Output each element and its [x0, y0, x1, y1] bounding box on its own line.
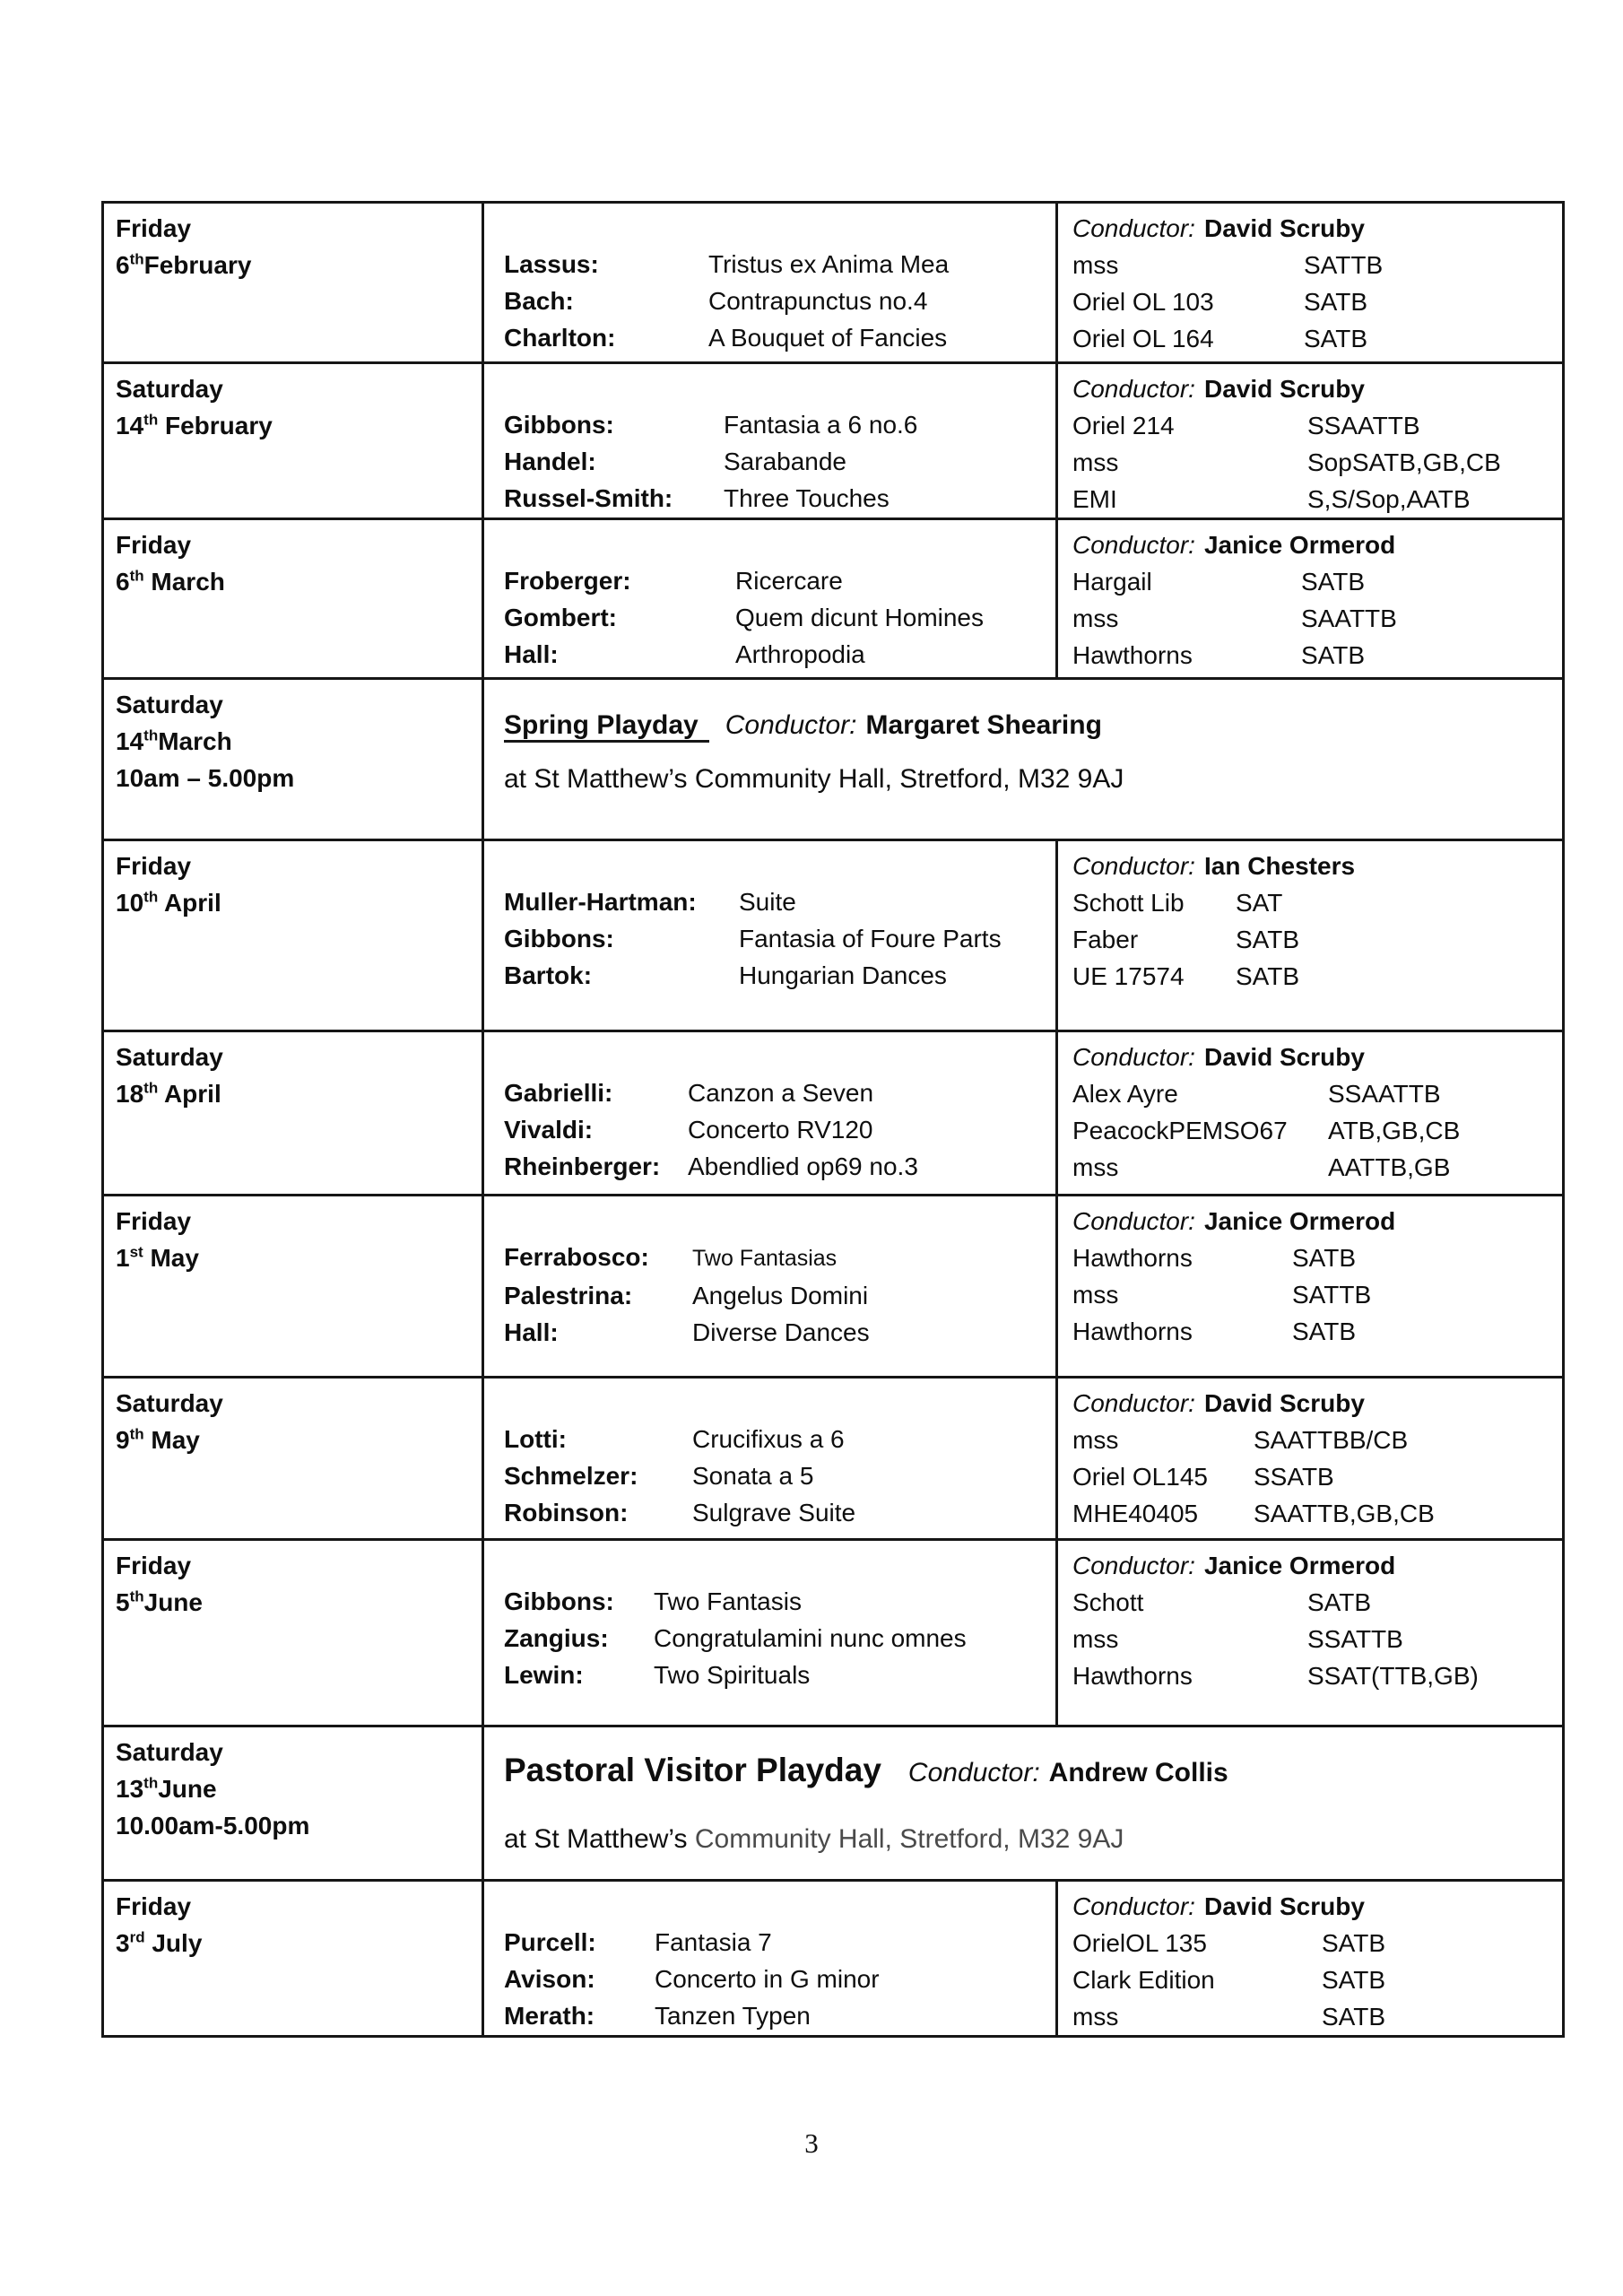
- day-label: Saturday: [116, 1738, 223, 1766]
- piece-line: [504, 1314, 1050, 1351]
- publisher-label: Faber: [1072, 926, 1139, 953]
- publisher-label: Oriel OL 103: [1072, 288, 1214, 316]
- voicing-label: SSAATTB: [1328, 1080, 1441, 1108]
- date-label: 6th March: [116, 567, 225, 596]
- composer-label: Charlton:: [504, 324, 616, 352]
- piece-line: [504, 283, 1050, 319]
- piece-line: [504, 1620, 1050, 1657]
- conductor-name: Janice Ormerod: [1203, 1552, 1396, 1579]
- publisher-label: Oriel OL 164: [1072, 325, 1214, 352]
- piece-line: [504, 1277, 1050, 1314]
- ordinal-suffix: th: [129, 1587, 144, 1605]
- conductor-name: David Scruby: [1203, 375, 1365, 403]
- piece-title: Contrapunctus no.4: [708, 287, 928, 315]
- voicing-label: SATTB: [1304, 251, 1384, 279]
- date-label: 1st May: [116, 1243, 199, 1272]
- date-label: 6thFebruary: [116, 250, 252, 279]
- composer-label: Zangius:: [504, 1624, 609, 1652]
- piece-title: Ricercare: [735, 567, 843, 595]
- playday-title: Spring Playday: [504, 710, 709, 743]
- piece-title: A Bouquet of Fancies: [708, 324, 948, 352]
- publisher-label: MHE40405: [1072, 1500, 1199, 1527]
- piece-title: Tanzen Typen: [655, 2002, 811, 2030]
- composer-label: Gombert:: [504, 604, 617, 631]
- source-line: [1072, 1458, 1557, 1495]
- conductor-line: [1072, 210, 1557, 247]
- date-label: 13thJune: [116, 1774, 217, 1803]
- source-line: [1072, 481, 1557, 517]
- voicing-label: SATB: [1304, 325, 1368, 352]
- piece-line: [504, 406, 1050, 443]
- publisher-label: Schott: [1072, 1588, 1144, 1616]
- publisher-label: Oriel 214: [1072, 412, 1175, 439]
- piece-title: Fantasia a 6 no.6: [724, 411, 918, 439]
- composer-label: Gibbons:: [504, 1587, 614, 1615]
- composer-label: Gabrielli:: [504, 1079, 613, 1107]
- date-label: 14th February: [116, 411, 273, 439]
- voicing-label: SAT: [1236, 889, 1283, 917]
- composer-label: Froberger:: [504, 567, 631, 595]
- piece-title: Arthropodia: [735, 640, 865, 668]
- piece-title: Angelus Domini: [692, 1282, 869, 1309]
- conductor-label: Conductor:: [1072, 1389, 1195, 1417]
- publisher-label: mss: [1072, 251, 1119, 279]
- day-label: Friday: [116, 852, 192, 880]
- source-line: [1072, 1239, 1557, 1276]
- piece-line: [504, 1494, 1050, 1531]
- voicing-label: SATTB: [1292, 1281, 1372, 1309]
- piece-title: Sarabande: [724, 448, 847, 475]
- piece-title: Crucifixus a 6: [692, 1425, 845, 1453]
- publisher-label: Hawthorns: [1072, 1318, 1193, 1345]
- ordinal-suffix: th: [129, 1425, 144, 1443]
- conductor-label: Conductor:: [1072, 1043, 1195, 1071]
- source-line: [1072, 1422, 1557, 1458]
- source-line: [1072, 1112, 1557, 1149]
- piece-title: Hungarian Dances: [739, 961, 947, 989]
- day-label: Friday: [116, 1552, 192, 1579]
- conductor-label: Conductor:: [1072, 1892, 1195, 1920]
- conductor-line: [1072, 1547, 1557, 1584]
- source-line: [1072, 637, 1557, 674]
- voicing-label: SSAT(TTB,GB): [1307, 1662, 1479, 1690]
- piece-title: Suite: [739, 888, 796, 916]
- piece-line: [504, 883, 1050, 920]
- schedule-table: [101, 201, 1565, 2038]
- piece-line: [504, 1239, 1050, 1277]
- composer-label: Hall:: [504, 640, 559, 668]
- composer-label: Bartok:: [504, 961, 593, 989]
- venue-prefix: at St Matthew’s: [504, 1824, 695, 1854]
- source-line: [1072, 1961, 1557, 1998]
- source-line: [1072, 1621, 1557, 1657]
- source-line: [1072, 283, 1557, 320]
- piece-line: [504, 1421, 1050, 1457]
- piece-title: Tristus ex Anima Mea: [708, 250, 950, 278]
- venue-text: at St Matthew’s Community Hall, Stretford, M32 9AJ: [504, 764, 1124, 794]
- source-line: [1072, 320, 1557, 357]
- date-label: 5thJune: [116, 1587, 203, 1616]
- conductor-line: [1072, 1039, 1557, 1075]
- piece-line: [504, 1997, 1050, 2034]
- venue-rest: Community Hall, Stretford, M32 9AJ: [694, 1824, 1124, 1854]
- piece-title: Abendlied op69 no.3: [688, 1152, 918, 1180]
- day-label: Saturday: [116, 1389, 223, 1417]
- ordinal-suffix: th: [143, 411, 159, 429]
- event-row: [104, 841, 1562, 1032]
- piece-line: [504, 480, 1050, 517]
- voicing-label: SATB: [1292, 1318, 1357, 1345]
- ordinal-suffix: th: [129, 567, 144, 585]
- source-line: [1072, 444, 1557, 481]
- conductor-name: Janice Ormerod: [1203, 531, 1396, 559]
- publisher-label: EMI: [1072, 485, 1117, 513]
- playday-title: Pastoral Visitor Playday: [504, 1752, 881, 1788]
- publisher-label: OrielOL 135: [1072, 1929, 1207, 1957]
- date-label: 9th May: [116, 1425, 200, 1454]
- piece-title: Two Fantasis: [654, 1587, 802, 1615]
- publisher-label: Hawthorns: [1072, 1662, 1193, 1690]
- composer-label: Palestrina:: [504, 1282, 633, 1309]
- source-line: [1072, 600, 1557, 637]
- source-line: [1072, 1584, 1557, 1621]
- voicing-label: SSAATTB: [1307, 412, 1420, 439]
- composer-label: Rheinberger:: [504, 1152, 661, 1180]
- time-label: 10am – 5.00pm: [116, 764, 295, 792]
- piece-line: [504, 1583, 1050, 1620]
- composer-label: Handel:: [504, 448, 596, 475]
- piece-title: Sonata a 5: [692, 1462, 814, 1490]
- voicing-label: SSATTB: [1307, 1625, 1403, 1653]
- piece-title: Two Fantasias: [692, 1246, 838, 1271]
- piece-line: [504, 1111, 1050, 1148]
- playday-heading: [504, 707, 1553, 744]
- playday-row: [104, 1727, 1562, 1882]
- voicing-label: SATB: [1301, 568, 1366, 596]
- conductor-name: Margaret Shearing: [865, 710, 1102, 740]
- conductor-line: [1072, 526, 1557, 563]
- day-label: Saturday: [116, 375, 223, 403]
- publisher-label: Schott Lib: [1072, 889, 1185, 917]
- source-line: [1072, 247, 1557, 283]
- publisher-label: Hawthorns: [1072, 641, 1193, 669]
- voicing-label: SAATTB: [1301, 604, 1397, 632]
- publisher-label: mss: [1072, 1153, 1119, 1181]
- event-row: [104, 1882, 1562, 2035]
- ordinal-suffix: th: [129, 250, 144, 268]
- venue-text: [504, 1821, 1553, 1857]
- composer-label: Gibbons:: [504, 925, 614, 952]
- event-row: [104, 204, 1562, 364]
- composer-label: Merath:: [504, 2002, 595, 2030]
- conductor-name: Janice Ormerod: [1203, 1207, 1396, 1235]
- source-line: [1072, 921, 1557, 958]
- piece-title: Canzon a Seven: [688, 1079, 874, 1107]
- publisher-label: Hargail: [1072, 568, 1152, 596]
- composer-label: Schmelzer:: [504, 1462, 638, 1490]
- time-label: 10.00am-5.00pm: [116, 1812, 310, 1839]
- composer-label: Gibbons:: [504, 411, 614, 439]
- conductor-label: Conductor:: [907, 1758, 1040, 1787]
- publisher-label: mss: [1072, 2003, 1119, 2031]
- conductor-label: Conductor:: [1072, 214, 1195, 242]
- event-row: [104, 1541, 1562, 1727]
- piece-title: Fantasia 7: [655, 1928, 772, 1956]
- day-label: Friday: [116, 1892, 192, 1920]
- conductor-label: Conductor:: [1072, 375, 1195, 403]
- composer-label: Lewin:: [504, 1661, 584, 1689]
- source-line: [1072, 1075, 1557, 1112]
- piece-title: Three Touches: [724, 484, 890, 512]
- piece-line: [504, 957, 1050, 994]
- voicing-label: AATTB,GB: [1328, 1153, 1451, 1181]
- piece-line: [504, 562, 1050, 599]
- publisher-label: mss: [1072, 1625, 1119, 1653]
- piece-line: [504, 920, 1050, 957]
- publisher-label: mss: [1072, 604, 1119, 632]
- voicing-label: SSATB: [1254, 1463, 1334, 1491]
- conductor-name: David Scruby: [1203, 1892, 1365, 1920]
- piece-line: [504, 1074, 1050, 1111]
- piece-title: Quem dicunt Homines: [735, 604, 985, 631]
- source-line: [1072, 1276, 1557, 1313]
- publisher-label: Clark Edition: [1072, 1966, 1215, 1994]
- source-line: [1072, 1925, 1557, 1961]
- event-row: [104, 1378, 1562, 1541]
- conductor-line: [1072, 1203, 1557, 1239]
- piece-line: [504, 1657, 1050, 1693]
- conductor-name: Ian Chesters: [1203, 852, 1356, 880]
- voicing-label: SATB: [1301, 641, 1366, 669]
- voicing-label: SopSATB,GB,CB: [1307, 448, 1501, 476]
- source-line: [1072, 1495, 1557, 1532]
- piece-title: Congratulamini nunc omnes: [654, 1624, 967, 1652]
- conductor-name: Andrew Collis: [1048, 1758, 1228, 1787]
- voicing-label: SATB: [1322, 2003, 1386, 2031]
- voicing-label: SATB: [1304, 288, 1368, 316]
- date-label: 18th April: [116, 1079, 221, 1108]
- composer-label: Lotti:: [504, 1425, 567, 1453]
- publisher-label: PeacockPEMSO67: [1072, 1117, 1288, 1144]
- conductor-line: [1072, 848, 1557, 884]
- publisher-label: UE 17574: [1072, 962, 1185, 990]
- source-line: [1072, 884, 1557, 921]
- source-line: [1072, 563, 1557, 600]
- piece-line: [504, 319, 1050, 356]
- piece-line: [504, 1457, 1050, 1494]
- piece-title: Concerto RV120: [688, 1116, 873, 1144]
- ordinal-suffix: th: [143, 888, 159, 906]
- publisher-label: mss: [1072, 1281, 1119, 1309]
- composer-label: Russel-Smith:: [504, 484, 673, 512]
- voicing-label: ATB,GB,CB: [1328, 1117, 1461, 1144]
- source-line: [1072, 407, 1557, 444]
- day-label: Saturday: [116, 691, 223, 718]
- source-line: [1072, 1149, 1557, 1186]
- event-row: [104, 364, 1562, 520]
- piece-title: Two Spirituals: [654, 1661, 811, 1689]
- conductor-label: Conductor:: [725, 710, 857, 740]
- day-label: Friday: [116, 214, 192, 242]
- piece-line: [504, 443, 1050, 480]
- conductor-label: Conductor:: [1072, 531, 1195, 559]
- conductor-name: David Scruby: [1203, 1043, 1365, 1071]
- composer-label: Purcell:: [504, 1928, 596, 1956]
- ordinal-suffix: th: [143, 726, 159, 744]
- voicing-label: SATB: [1236, 962, 1300, 990]
- event-row: [104, 1196, 1562, 1378]
- composer-label: Lassus:: [504, 250, 599, 278]
- composer-label: Robinson:: [504, 1499, 629, 1526]
- conductor-label: Conductor:: [1072, 1207, 1195, 1235]
- ordinal-suffix: th: [143, 1774, 159, 1792]
- voicing-label: SATB: [1322, 1966, 1386, 1994]
- piece-line: [504, 1924, 1050, 1961]
- playday-row: [104, 680, 1562, 841]
- composer-label: Vivaldi:: [504, 1116, 594, 1144]
- piece-line: [504, 1148, 1050, 1185]
- source-line: [1072, 1657, 1557, 1694]
- conductor-line: [1072, 370, 1557, 407]
- composer-label: Hall:: [504, 1318, 559, 1346]
- ordinal-suffix: th: [143, 1079, 159, 1097]
- source-line: [1072, 1313, 1557, 1350]
- event-row: [104, 520, 1562, 680]
- voicing-label: SAATTBB/CB: [1254, 1426, 1409, 1454]
- conductor-name: David Scruby: [1203, 1389, 1365, 1417]
- source-line: [1072, 1998, 1557, 2035]
- publisher-label: Hawthorns: [1072, 1244, 1193, 1272]
- voicing-label: SATB: [1307, 1588, 1372, 1616]
- piece-title: Concerto in G minor: [655, 1965, 880, 1993]
- composer-label: Muller-Hartman:: [504, 888, 697, 916]
- publisher-label: Alex Ayre: [1072, 1080, 1178, 1108]
- piece-title: Sulgrave Suite: [692, 1499, 856, 1526]
- voicing-label: SAATTB,GB,CB: [1254, 1500, 1435, 1527]
- source-line: [1072, 958, 1557, 995]
- voicing-label: SATB: [1236, 926, 1300, 953]
- publisher-label: mss: [1072, 1426, 1119, 1454]
- day-label: Saturday: [116, 1043, 223, 1071]
- piece-line: [504, 1961, 1050, 1997]
- day-label: Friday: [116, 531, 192, 559]
- conductor-name: David Scruby: [1203, 214, 1365, 242]
- piece-title: Fantasia of Foure Parts: [739, 925, 1002, 952]
- piece-title: Diverse Dances: [692, 1318, 870, 1346]
- page-number: 3: [804, 2127, 819, 2159]
- date-label: 14thMarch: [116, 726, 232, 755]
- conductor-line: [1072, 1888, 1557, 1925]
- conductor-label: Conductor:: [1072, 1552, 1195, 1579]
- date-label: 3rd July: [116, 1928, 203, 1957]
- ordinal-suffix: rd: [129, 1928, 145, 1946]
- date-label: 10th April: [116, 888, 221, 917]
- piece-line: [504, 599, 1050, 636]
- composer-label: Avison:: [504, 1965, 595, 1993]
- voicing-label: SATB: [1322, 1929, 1386, 1957]
- voicing-label: SATB: [1292, 1244, 1357, 1272]
- ordinal-suffix: st: [129, 1243, 143, 1261]
- voicing-label: S,S/Sop,AATB: [1307, 485, 1471, 513]
- publisher-label: Oriel OL145: [1072, 1463, 1208, 1491]
- day-label: Friday: [116, 1207, 192, 1235]
- composer-label: Bach:: [504, 287, 574, 315]
- conductor-label: Conductor:: [1072, 852, 1195, 880]
- piece-line: [504, 246, 1050, 283]
- event-row: [104, 1032, 1562, 1196]
- composer-label: Ferrabosco:: [504, 1243, 649, 1271]
- publisher-label: mss: [1072, 448, 1119, 476]
- playday-heading: [504, 1747, 1553, 1794]
- conductor-line: [1072, 1385, 1557, 1422]
- piece-line: [504, 636, 1050, 673]
